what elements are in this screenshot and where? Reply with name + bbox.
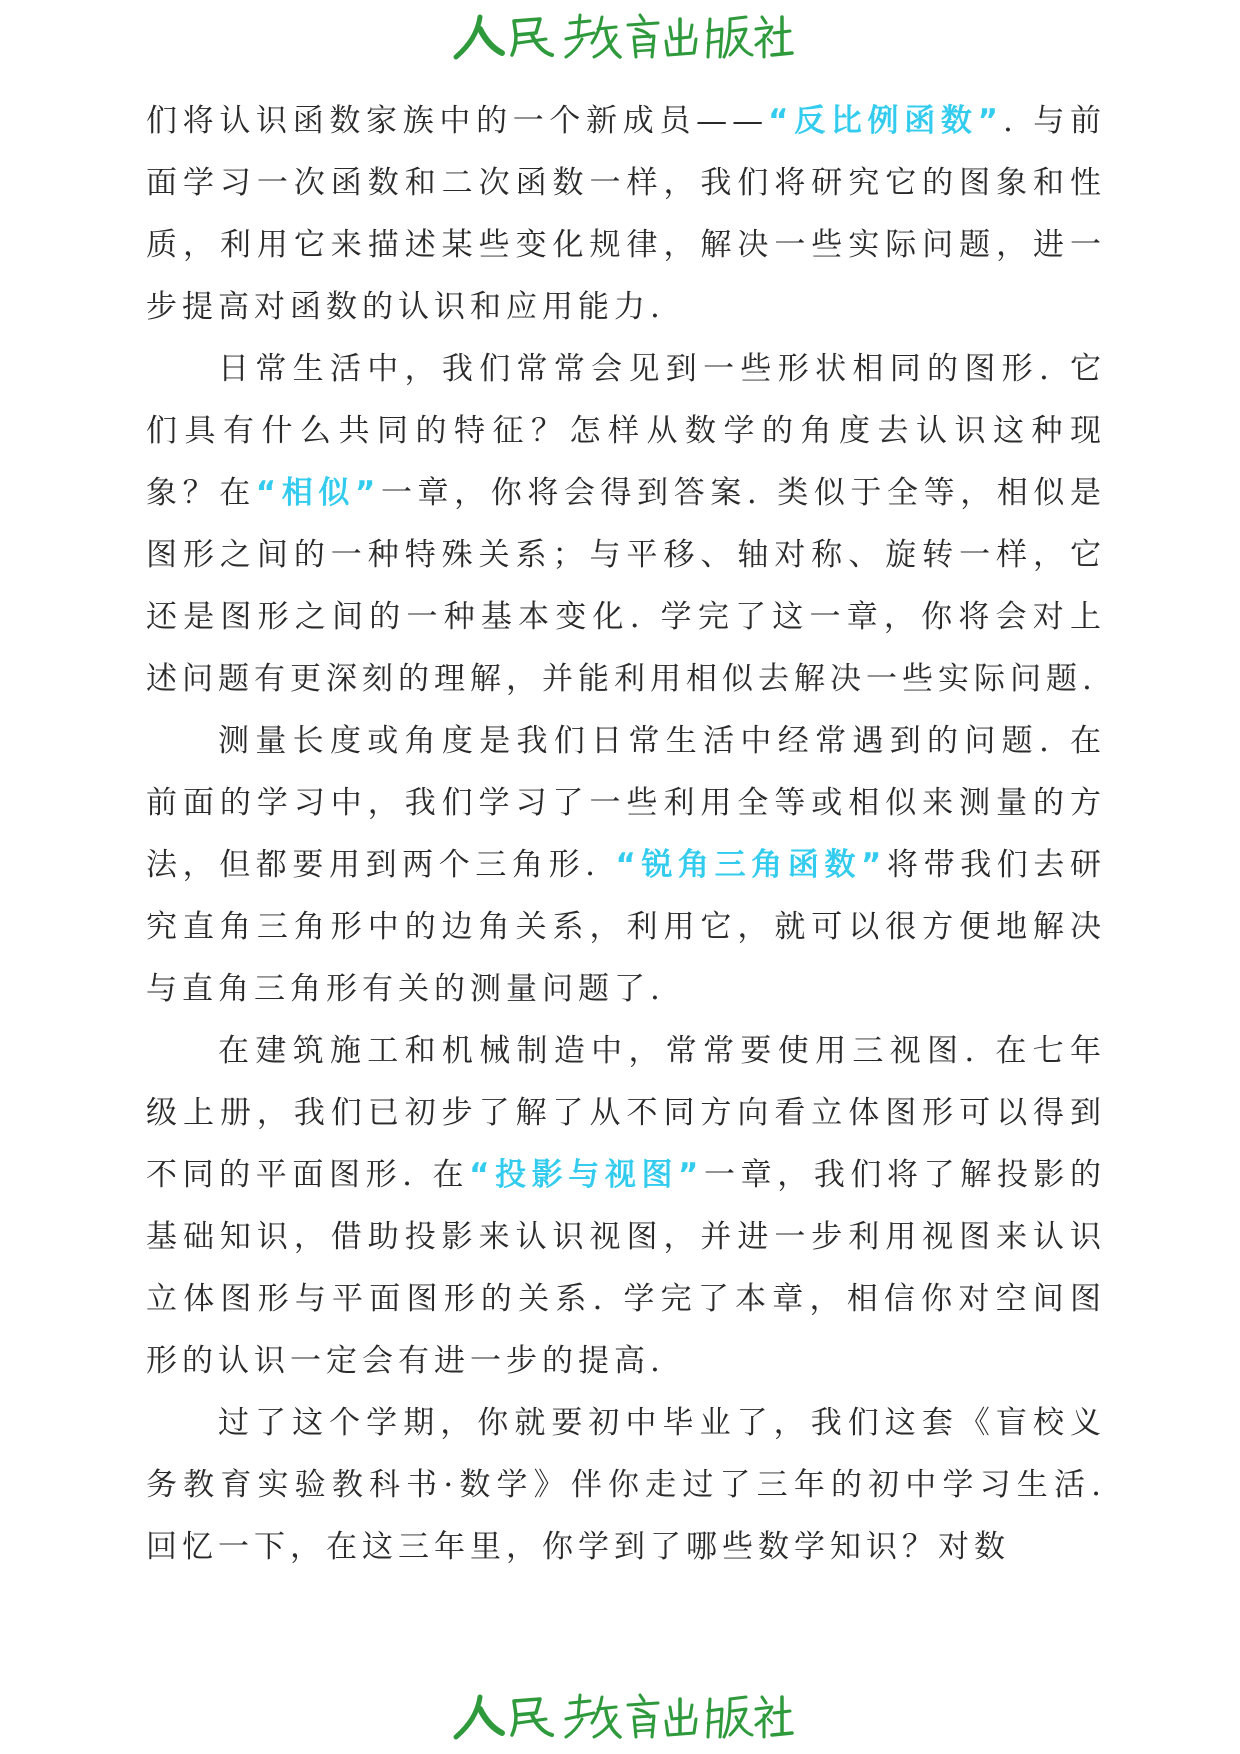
chapter-title-highlight: “相似” [255, 475, 381, 511]
paragraph-text: 日常生活中，我们常常会见到一些形状相同的图形. 它们具有什么共同的特征？怎样从数学的角度去认识这种现象？在 [146, 351, 1106, 511]
paragraph-reciprocal-function [146, 90, 1106, 338]
paragraph-text: 将带我们去研究直角三角形中的边角关系，利用它，就可以很方便地解决与直角三角形有关的测量问题了. [146, 847, 1107, 1007]
paragraph-projection-views [146, 1020, 1106, 1392]
publisher-logo-mark [450, 1689, 790, 1743]
paragraph-graduation [146, 1392, 1106, 1578]
page-body [146, 90, 1106, 1578]
chapter-title-highlight: “锐角三角函数” [615, 847, 887, 883]
publisher-logo-mark [450, 9, 790, 63]
publisher-logo-top [0, 6, 1240, 66]
paragraph-text: 一章，你将会得到答案. 类似于全等，相似是图形之间的一种特殊关系；与平移、轴对称、旋转一样，它还是图形之间的一种基本变化. 学完了这一章，你将会对上述问题有更深刻的理解，并能利用相似去解决一些实际问题. [146, 475, 1106, 697]
paragraph-text: 在建筑施工和机械制造中，常常要使用三视图. 在七年级上册，我们已初步了解了从不同方向看立体图形可以得到不同的平面图形. 在 [146, 1033, 1106, 1193]
paragraph-trigonometry [146, 710, 1106, 1020]
paragraph-text: 测量长度或角度是我们日常生活中经常遇到的问题. 在前面的学习中，我们学习了一些利用全等或相似来测量的方法，但都要用到两个三角形. [146, 723, 1106, 883]
paragraph-text: 一章，我们将了解投影的基础知识，借助投影来认识视图，并进一步利用视图来认识立体图形与平面图形的关系. 学完了本章，相信你对空间图形的认识一定会有进一步的提高. [146, 1157, 1107, 1379]
paragraph-text: 过了这个学期，你就要初中毕业了，我们这套《盲校义务教育实验教科书·数学》伴你走过了三年的初中学习生活. 回忆一下，在这三年里，你学到了哪些数学知识？对数 [146, 1405, 1106, 1565]
publisher-logo-bottom [0, 1686, 1240, 1746]
chapter-title-highlight: “投影与视图” [469, 1157, 704, 1193]
chapter-title-highlight: “反比例函数” [768, 103, 1003, 139]
paragraph-similarity [146, 338, 1106, 710]
paragraph-text: 们将认识函数家族中的一个新成员—— [146, 103, 769, 139]
paragraph-text: . 与前面学习一次函数和二次函数一样，我们将研究它的图象和性质，利用它来描述某些变化规律，解决一些实际问题，进一步提高对函数的认识和应用能力. [146, 103, 1107, 325]
